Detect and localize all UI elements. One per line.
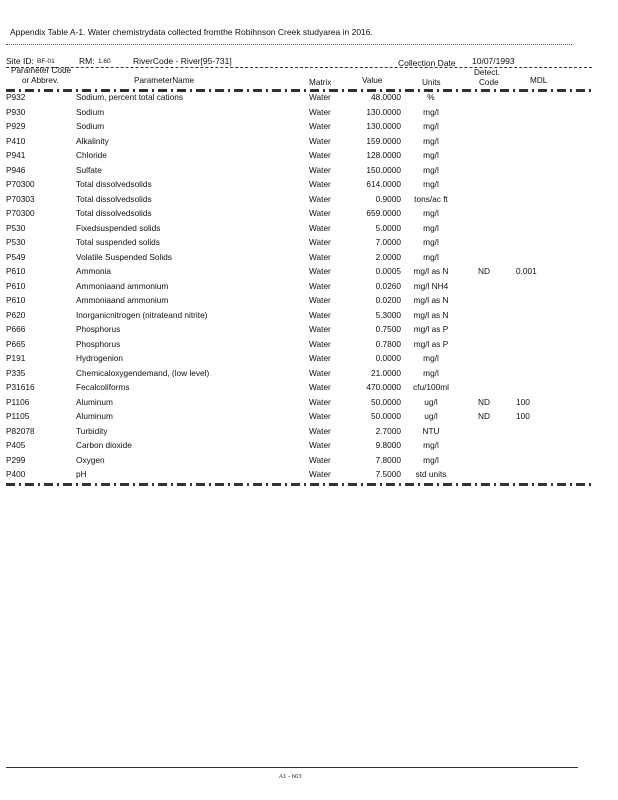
parameter-code-cell: P410 bbox=[6, 135, 26, 146]
table-row bbox=[0, 368, 618, 383]
parameter-code-cell: P191 bbox=[6, 353, 26, 363]
parameter-name-cell: Inorganicnitrogen (nitrateand nitrite) bbox=[76, 309, 208, 320]
matrix-cell: Water bbox=[309, 324, 331, 334]
table-row bbox=[0, 165, 618, 180]
table-row bbox=[0, 252, 618, 267]
parameter-code-cell: P610 bbox=[6, 266, 26, 276]
parameter-name-cell: Carbon dioxide bbox=[76, 440, 132, 450]
parameter-code-cell: P1105 bbox=[6, 411, 30, 421]
units-cell: mg/l as P bbox=[413, 338, 449, 349]
parameter-code-cell: P70300 bbox=[6, 179, 35, 189]
units-cell: mg/l bbox=[423, 222, 439, 233]
table-row bbox=[0, 426, 618, 441]
parameter-code-cell: P946 bbox=[6, 164, 26, 175]
table-bottom-rule bbox=[6, 483, 592, 486]
table-row bbox=[0, 266, 618, 281]
detect-code-cell: ND bbox=[478, 396, 490, 407]
table-row bbox=[0, 150, 618, 165]
matrix-cell: Water bbox=[309, 208, 331, 218]
units-cell: mg/l as N bbox=[413, 295, 449, 305]
units-cell: mg/l NH4 bbox=[413, 280, 449, 291]
matrix-cell: Water bbox=[309, 353, 331, 363]
parameter-code-cell: P400 bbox=[6, 469, 26, 479]
header-value: Value bbox=[362, 76, 383, 85]
matrix-cell: Water bbox=[309, 135, 331, 146]
units-cell: ug/l bbox=[424, 411, 438, 421]
header-mdl: MDL bbox=[530, 76, 548, 85]
units-cell: mg/l bbox=[423, 135, 439, 146]
table-row bbox=[0, 208, 618, 223]
value-cell: 0.0260 bbox=[375, 280, 401, 291]
parameter-code-cell: P335 bbox=[6, 367, 26, 378]
value-cell: 128.0000 bbox=[366, 150, 401, 160]
header-top-rule bbox=[6, 67, 592, 68]
parameter-code-cell: P1106 bbox=[6, 396, 30, 407]
units-cell: mg/l bbox=[423, 121, 439, 131]
parameter-name-cell: Sulfate bbox=[76, 164, 102, 175]
matrix-cell: Water bbox=[309, 193, 331, 204]
matrix-cell: Water bbox=[309, 454, 331, 465]
matrix-cell: Water bbox=[309, 92, 331, 102]
parameter-code-cell: P929 bbox=[6, 121, 26, 131]
title-divider bbox=[6, 44, 572, 45]
detect-code-cell: ND bbox=[478, 266, 490, 276]
units-cell: std units bbox=[415, 469, 447, 479]
value-cell: 130.0000 bbox=[366, 121, 401, 131]
table-row bbox=[0, 295, 618, 310]
matrix-cell: Water bbox=[309, 367, 331, 378]
units-cell: mg/l bbox=[423, 208, 439, 218]
table-row bbox=[0, 194, 618, 209]
value-cell: 5.0000 bbox=[375, 222, 401, 233]
table-row bbox=[0, 223, 618, 238]
matrix-cell: Water bbox=[309, 295, 331, 305]
value-cell: 150.0000 bbox=[366, 164, 401, 175]
table-row bbox=[0, 92, 618, 107]
parameter-code-cell: P620 bbox=[6, 309, 26, 320]
parameter-code-cell: P549 bbox=[6, 251, 26, 262]
units-cell: NTU bbox=[422, 425, 440, 436]
matrix-cell: Water bbox=[309, 411, 331, 421]
parameter-name-cell: Total suspended solids bbox=[76, 237, 160, 247]
units-cell: mg/l bbox=[423, 237, 439, 247]
parameter-name-cell: Aluminum bbox=[76, 411, 113, 421]
header-parameter-name: ParameterName bbox=[134, 76, 195, 85]
parameter-name-cell: Total dissolvedsolids bbox=[76, 179, 152, 189]
parameter-name-cell: Sodium, percent total cations bbox=[76, 92, 183, 102]
value-cell: 659.0000 bbox=[366, 208, 401, 218]
matrix-cell: Water bbox=[309, 237, 331, 247]
parameter-code-cell: P666 bbox=[6, 324, 26, 334]
table-row bbox=[0, 353, 618, 368]
units-cell: % bbox=[427, 92, 435, 102]
value-cell: 470.0000 bbox=[366, 382, 401, 392]
matrix-cell: Water bbox=[309, 251, 331, 262]
value-cell: 0.7800 bbox=[375, 338, 401, 349]
collection-date-label: Collection Date bbox=[398, 58, 456, 68]
parameter-name-cell: Ammoniaand ammonium bbox=[76, 295, 169, 305]
parameter-name-cell: Oxygen bbox=[76, 454, 105, 465]
table-row bbox=[0, 440, 618, 455]
parameter-code-cell: P530 bbox=[6, 222, 26, 233]
parameter-name-cell: Phosphorus bbox=[76, 338, 121, 349]
parameter-code-cell: P932 bbox=[6, 92, 26, 102]
value-cell: 48.0000 bbox=[371, 92, 401, 102]
header-matrix: Matrix bbox=[309, 78, 332, 87]
value-cell: 7.0000 bbox=[375, 237, 401, 247]
units-cell: mg/l bbox=[423, 150, 439, 160]
table-row bbox=[0, 310, 618, 325]
matrix-cell: Water bbox=[309, 266, 331, 276]
value-cell: 9.8000 bbox=[375, 440, 401, 450]
table-row bbox=[0, 339, 618, 354]
table-row bbox=[0, 281, 618, 296]
matrix-cell: Water bbox=[309, 469, 331, 479]
parameter-code-cell: P610 bbox=[6, 295, 26, 305]
matrix-cell: Water bbox=[309, 106, 331, 117]
site-id-value: BF-01 bbox=[37, 58, 55, 65]
parameter-code-cell: P530 bbox=[6, 237, 26, 247]
matrix-cell: Water bbox=[309, 121, 331, 131]
table-row bbox=[0, 136, 618, 151]
value-cell: 2.0000 bbox=[375, 251, 401, 262]
units-cell: tons/ac ft bbox=[414, 193, 448, 204]
river-code: RiverCode - River[95-731] bbox=[133, 56, 232, 66]
value-cell: 0.0000 bbox=[375, 353, 401, 363]
parameter-name-cell: Chemicaloxygendemand, (low level) bbox=[76, 367, 210, 378]
parameter-name-cell: Sodium bbox=[76, 106, 105, 117]
mdl-cell: 100 bbox=[516, 396, 530, 407]
value-cell: 7.5000 bbox=[375, 469, 401, 479]
matrix-cell: Water bbox=[309, 396, 331, 407]
parameter-code-cell: P610 bbox=[6, 280, 26, 291]
units-cell: mg/l bbox=[423, 440, 439, 450]
matrix-cell: Water bbox=[309, 309, 331, 320]
value-cell: 0.0200 bbox=[375, 295, 401, 305]
parameter-name-cell: Turbidity bbox=[76, 425, 108, 436]
header-detect-line2: Code bbox=[479, 78, 499, 87]
parameter-name-cell: Fixedsuspended solids bbox=[76, 222, 161, 233]
parameter-name-cell: Phosphorus bbox=[76, 324, 121, 334]
matrix-cell: Water bbox=[309, 164, 331, 175]
footer-rule bbox=[6, 767, 578, 768]
value-cell: 50.0000 bbox=[371, 411, 401, 421]
matrix-cell: Water bbox=[309, 338, 331, 349]
parameter-code-cell: P930 bbox=[6, 106, 26, 117]
table-row bbox=[0, 324, 618, 339]
table-row bbox=[0, 411, 618, 426]
parameter-name-cell: pH bbox=[76, 469, 87, 479]
units-cell: mg/l bbox=[423, 106, 439, 117]
matrix-cell: Water bbox=[309, 150, 331, 160]
units-cell: mg/l bbox=[423, 251, 439, 262]
parameter-name-cell: Alkalinity bbox=[76, 135, 109, 146]
parameter-name-cell: Ammoniaand ammonium bbox=[76, 280, 169, 291]
units-cell: mg/l as N bbox=[413, 309, 449, 320]
table-title: Appendix Table A-1. Water chemistrydata collected fromthe Robihnson Creek studyarea in 2016. bbox=[10, 27, 373, 37]
matrix-cell: Water bbox=[309, 440, 331, 450]
parameter-name-cell: Aluminum bbox=[76, 396, 113, 407]
parameter-name-cell: Total dissolvedsolids bbox=[76, 193, 152, 204]
value-cell: 7.8000 bbox=[375, 454, 401, 465]
units-cell: mg/l as P bbox=[413, 324, 449, 334]
units-cell: mg/l as N bbox=[413, 266, 449, 276]
matrix-cell: Water bbox=[309, 382, 331, 392]
value-cell: 0.9000 bbox=[375, 193, 401, 204]
units-cell: cfu/100ml bbox=[413, 382, 449, 392]
parameter-name-cell: Hydrogenion bbox=[76, 353, 124, 363]
parameter-code-cell: P299 bbox=[6, 454, 26, 465]
matrix-cell: Water bbox=[309, 222, 331, 233]
parameter-code-cell: P70303 bbox=[6, 193, 35, 204]
value-cell: 0.0005 bbox=[375, 266, 401, 276]
parameter-code-cell: P70300 bbox=[6, 208, 35, 218]
header-code-line1: Parameter Code bbox=[11, 66, 72, 75]
table-row bbox=[0, 469, 618, 484]
value-cell: 614.0000 bbox=[366, 179, 401, 189]
header-code-line2: or Abbrev. bbox=[22, 76, 59, 85]
matrix-cell: Water bbox=[309, 179, 331, 189]
rm-label: RM: bbox=[79, 56, 95, 66]
units-cell: mg/l bbox=[423, 353, 439, 363]
table-row bbox=[0, 121, 618, 136]
value-cell: 5.3000 bbox=[375, 309, 401, 320]
parameter-code-cell: P665 bbox=[6, 338, 26, 349]
mdl-cell: 0.001 bbox=[516, 266, 537, 276]
parameter-name-cell: Ammonia bbox=[76, 266, 112, 276]
parameter-code-cell: P82078 bbox=[6, 425, 35, 436]
parameter-name-cell: Volatile Suspended Solids bbox=[76, 251, 172, 262]
parameter-name-cell: Chloride bbox=[76, 150, 107, 160]
units-cell: mg/l bbox=[423, 179, 439, 189]
table-row bbox=[0, 179, 618, 194]
header-units: Units bbox=[422, 78, 441, 87]
parameter-code-cell: P941 bbox=[6, 150, 26, 160]
parameter-code-cell: P31616 bbox=[6, 382, 35, 392]
table-row bbox=[0, 237, 618, 252]
units-cell: mg/l bbox=[423, 454, 439, 465]
table-row bbox=[0, 107, 618, 122]
header-detect-line1: Detect. bbox=[474, 68, 500, 77]
detect-code-cell: ND bbox=[478, 411, 490, 421]
value-cell: 0.7500 bbox=[375, 324, 401, 334]
page-number: A1 - 663 bbox=[278, 773, 302, 780]
value-cell: 50.0000 bbox=[371, 396, 401, 407]
value-cell: 2.7000 bbox=[375, 425, 401, 436]
rm-value: 1.60 bbox=[98, 58, 111, 65]
parameter-name-cell: Fecalcoliforms bbox=[76, 382, 130, 392]
matrix-cell: Water bbox=[309, 425, 331, 436]
value-cell: 159.0000 bbox=[366, 135, 401, 146]
units-cell: mg/l bbox=[423, 164, 439, 175]
units-cell: mg/l bbox=[423, 367, 439, 378]
parameter-code-cell: P405 bbox=[6, 440, 26, 450]
matrix-cell: Water bbox=[309, 280, 331, 291]
collection-date-value: 10/07/1993 bbox=[472, 56, 515, 66]
data-table-body bbox=[0, 92, 618, 484]
table-row bbox=[0, 397, 618, 412]
mdl-cell: 100 bbox=[516, 411, 530, 421]
value-cell: 130.0000 bbox=[366, 106, 401, 117]
site-id-label: Site ID: bbox=[6, 56, 34, 66]
units-cell: ug/l bbox=[424, 396, 438, 407]
parameter-name-cell: Sodium bbox=[76, 121, 105, 131]
table-row bbox=[0, 455, 618, 470]
table-row bbox=[0, 382, 618, 397]
parameter-name-cell: Total dissolvedsolids bbox=[76, 208, 152, 218]
value-cell: 21.0000 bbox=[371, 367, 401, 378]
